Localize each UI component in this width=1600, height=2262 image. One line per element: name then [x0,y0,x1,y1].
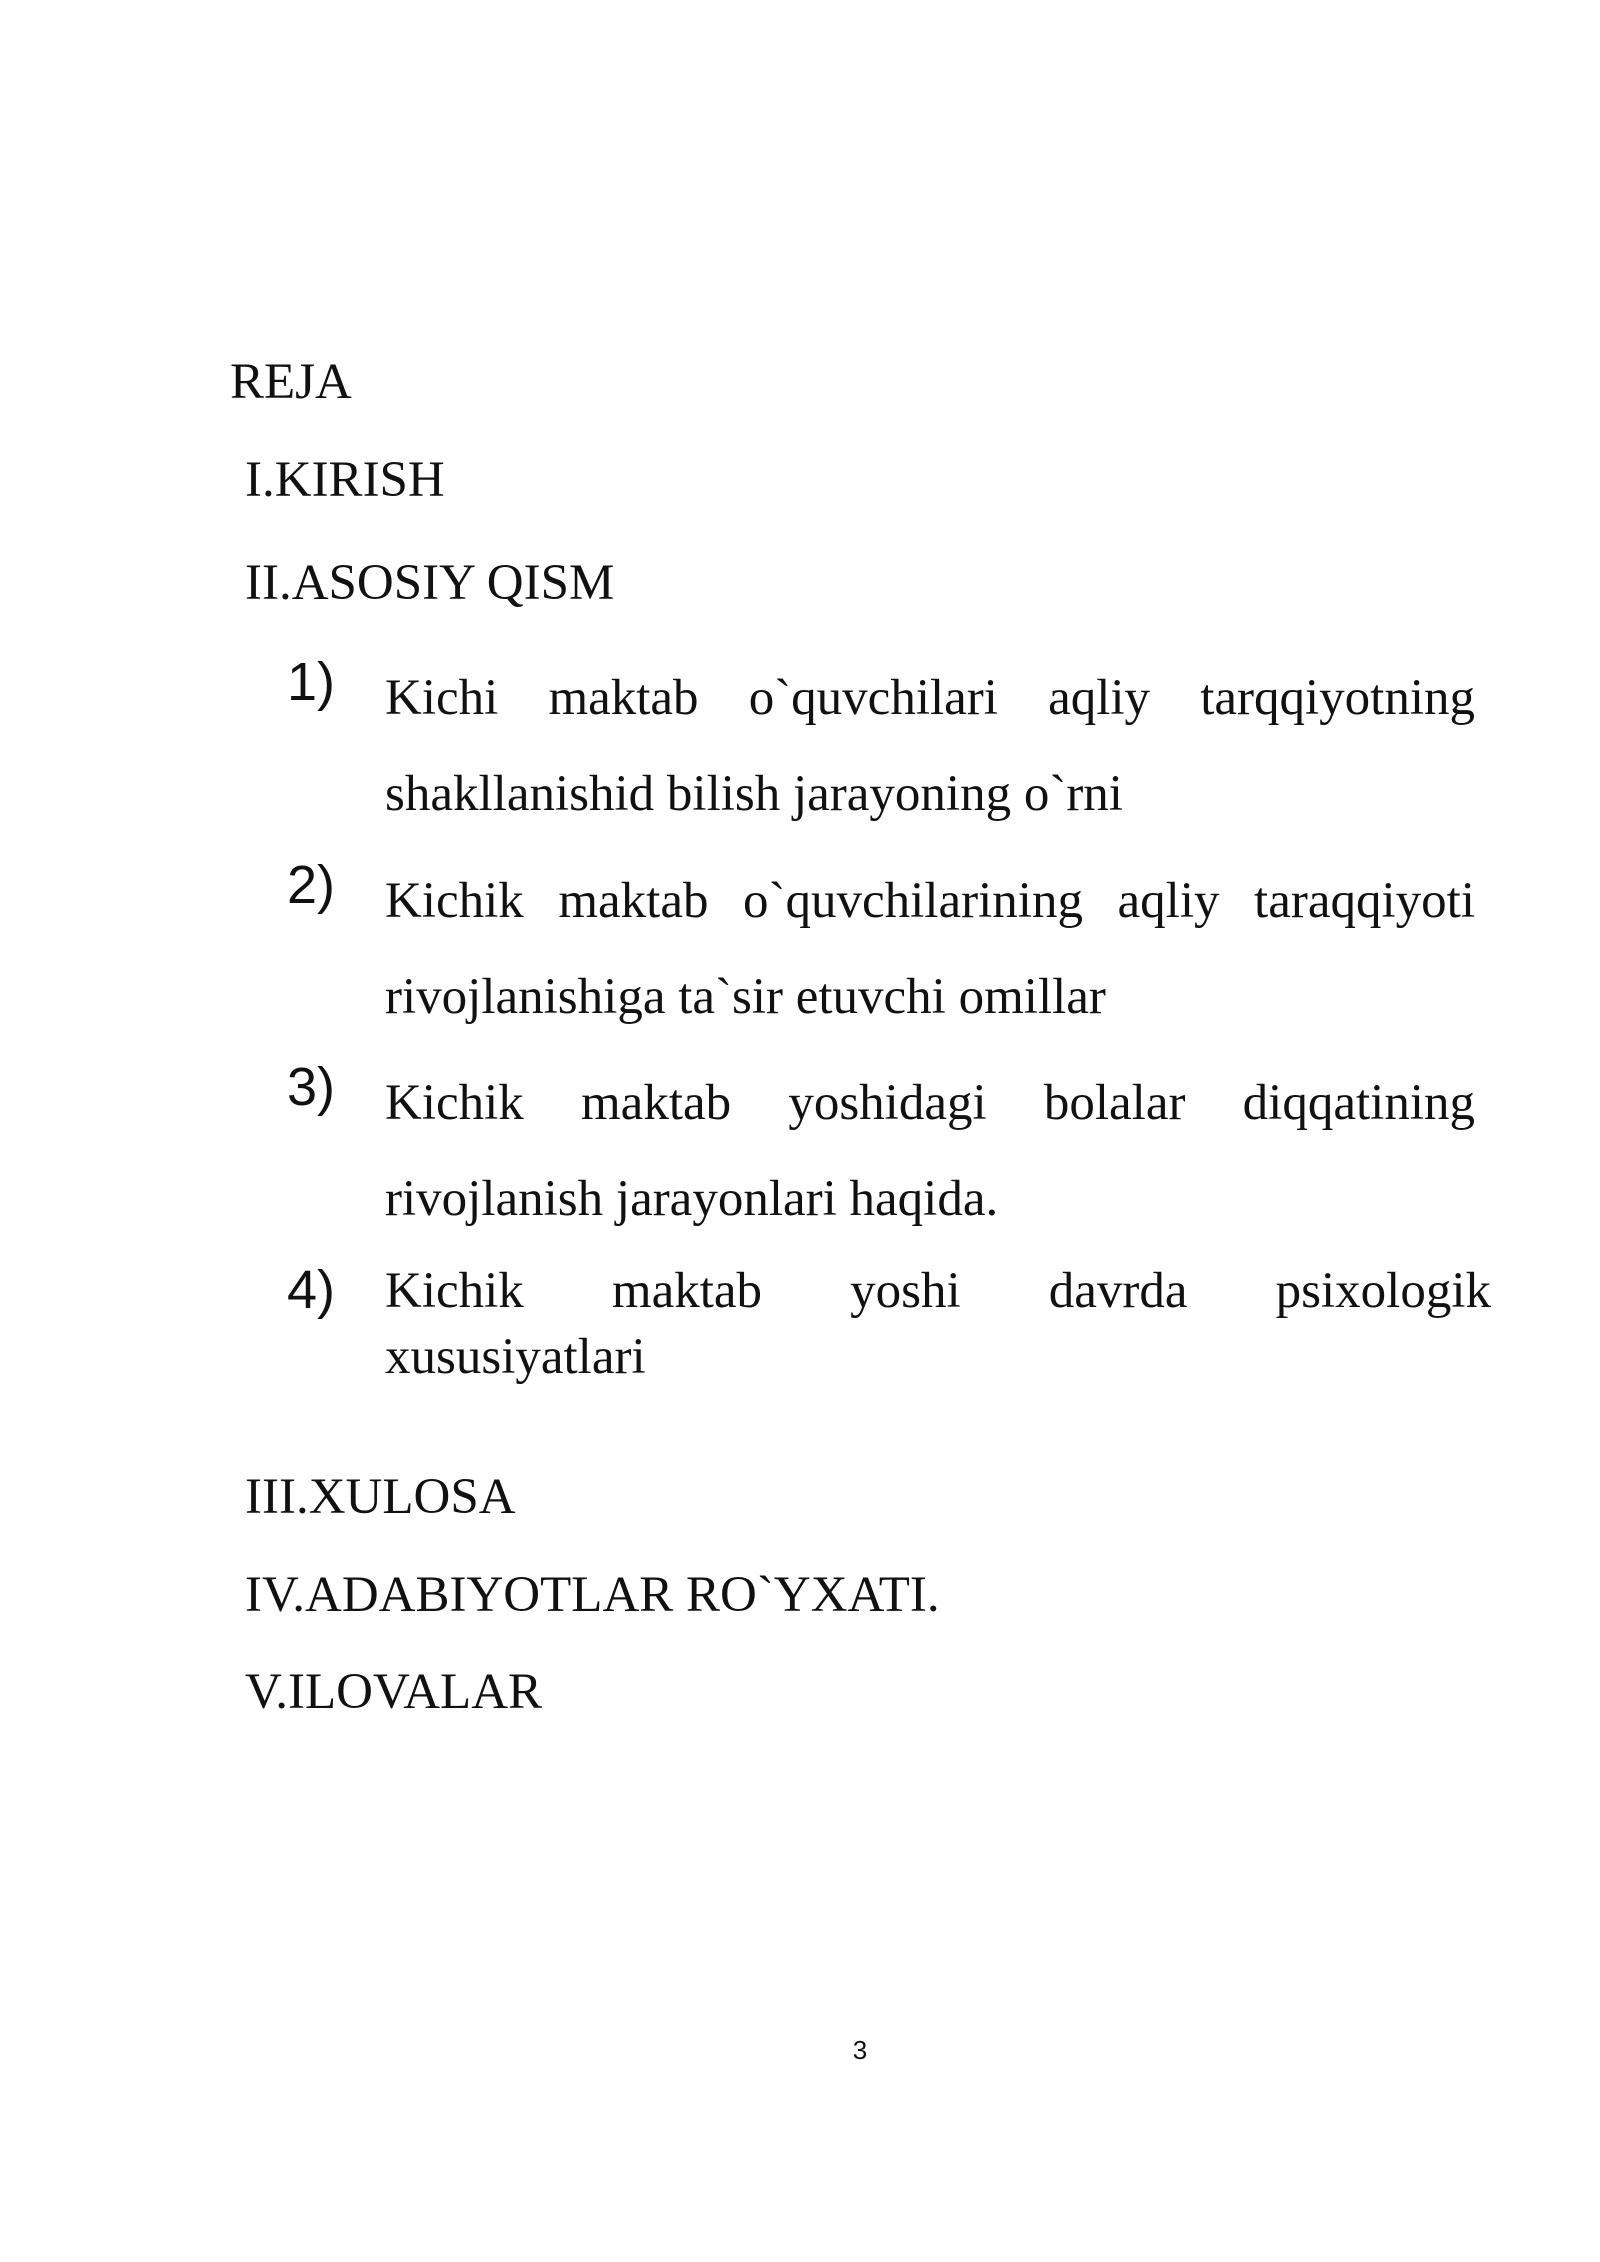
list-item-text: Kichik maktab yoshidagi bolalar diqqatining rivojlanish jarayonlari haqida. [385,1075,1475,1227]
plan-title: REJA [230,354,352,410]
list-item-number: 2) [287,855,336,915]
section-references: IV.ADABIYOTLAR RO`YXATI. [245,1567,940,1623]
page-number: 3 [852,2035,868,2065]
list-item-text-line: xususiyatlari [385,1329,646,1385]
section-introduction: I.KIRISH [245,452,445,508]
section-main-part: II.ASOSIY QISM [245,555,615,611]
section-appendices: V.ILOVALAR [245,1664,543,1720]
list-item-number: 4) [287,1260,336,1320]
section-conclusion: III.XULOSA [245,1469,516,1525]
list-item-number: 1) [287,652,336,712]
list-item-text [385,1258,1491,1390]
list-item-number: 3) [287,1057,336,1117]
list-item-text: Kichik maktab o`quvchilarining aqliy taraqqiyoti rivojlanishiga ta`sir etuvchi omillar [385,873,1475,1025]
list-item-text: Kichi maktab o`quvchilari aqliy tarqqiyotning shakllanishid bilish jarayoning o`rni [385,670,1475,822]
list-item-text-line: Kichik maktab yoshi davrda psixologik [385,1263,1491,1319]
